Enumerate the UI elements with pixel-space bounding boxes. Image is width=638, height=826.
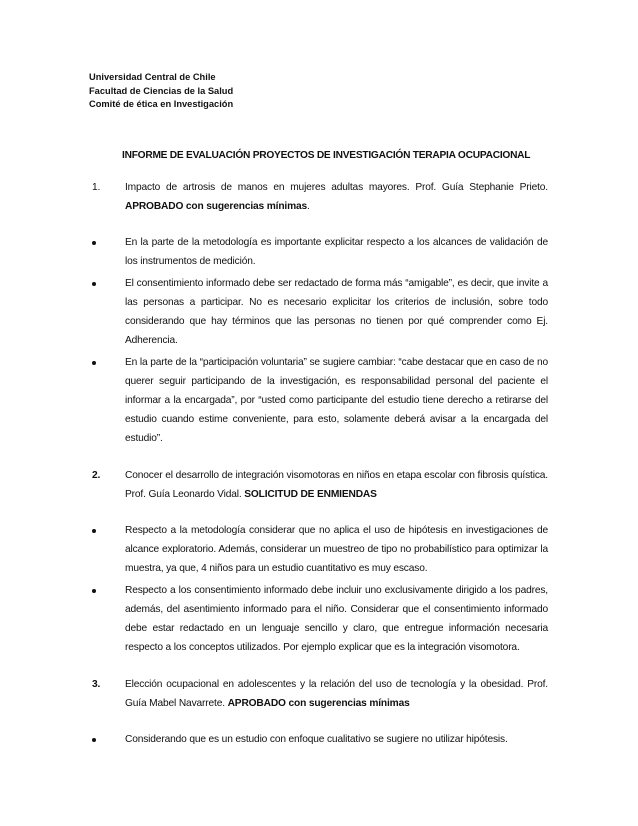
comment-bullet [92, 353, 548, 448]
comment-bullet [92, 233, 548, 271]
project-number: 3. [92, 679, 101, 690]
comment-bullet [92, 521, 548, 578]
institution-header [89, 71, 233, 112]
project-decision-suffix: . [307, 201, 310, 212]
comment-bullet [92, 274, 548, 350]
report-body [92, 178, 548, 752]
project-decision: SOLICITUD DE ENMIENDAS [244, 489, 377, 500]
project-item [92, 178, 548, 216]
comment-text: Considerando que es un estudio con enfoque cualitativo se sugiere no utilizar hipótesis. [125, 734, 508, 745]
project-number: 2. [92, 470, 101, 481]
comment-text: En la parte de la “participación voluntaria” se sugiere cambiar: “cabe destacar que en caso de no querer seguir participando de la investigación, es responsabilidad personal del paciente el informar a la encargada”, por “usted como participante del estudio tiene derecho a retirarse del estudio cuando estime conveniente, para esto, solamente deberá avisar a la encargada del estudio”. [125, 357, 548, 444]
bullet-icon [92, 233, 118, 245]
project-decision: APROBADO con sugerencias mínimas [227, 698, 410, 709]
bullet-icon [92, 521, 118, 533]
university-name: Universidad Central de Chile [89, 72, 216, 82]
project-description: Impacto de artrosis de manos en mujeres adultas mayores. Prof. Guía Stephanie Prieto. [125, 182, 548, 193]
project-item [92, 675, 548, 713]
comment-text: Respecto a la metodología considerar que no aplica el uso de hipótesis en investigaciones de alcance exploratorio. Además, considerar un muestreo de tipo no probabilístico para optimizar la muestra, ya que, 4 niños para un estudio cuantitativo es muy escaso. [125, 525, 548, 574]
comment-bullet [92, 730, 548, 749]
project-number: 1. [92, 182, 101, 193]
report-title: INFORME DE EVALUACIÓN PROYECTOS DE INVESTIGACIÓN TERAPIA OCUPACIONAL [122, 150, 531, 161]
faculty-name: Facultad de Ciencias de la Salud [89, 85, 234, 96]
comment-text: Respecto a los consentimiento informado debe incluir uno exclusivamente dirigido a los padres, además, del asentimiento informado para el niño. Considerar que el consentimiento informado debe estar redactado en un lenguaje sencillo y claro, que entregue información necesaria respecto a los conceptos utilizados. Por ejemplo explicar que es la integración visomotora. [125, 585, 548, 653]
comment-bullet [92, 581, 548, 657]
project-description: Elección ocupacional en adolescentes y la relación del uso de tecnología y la obesidad. Prof. Guía Mabel Navarrete. [125, 679, 548, 709]
bullet-icon [92, 581, 118, 593]
bullet-icon [92, 730, 118, 742]
bullet-icon [92, 353, 118, 365]
project-item [92, 466, 548, 504]
committee-name: Comité de ética en Investigación [89, 99, 234, 109]
project-decision: APROBADO con sugerencias mínimas [125, 201, 308, 212]
comment-text: En la parte de la metodología es importante explicitar respecto a los alcances de validación de los instrumentos de medición. [125, 237, 548, 267]
comment-text: El consentimiento informado debe ser redactado de forma más “amigable”, es decir, que invite a las personas a participar. No es necesario explicitar los criterios de inclusión, sobre todo considerando que hay términos que las personas no tienen por qué comprender como Ej. Adherencia. [125, 278, 548, 346]
bullet-icon [92, 274, 118, 286]
project-description: Conocer el desarrollo de integración visomotoras en niños en etapa escolar con fibrosis quística. Prof. Guía Leonardo Vidal. [125, 470, 548, 500]
